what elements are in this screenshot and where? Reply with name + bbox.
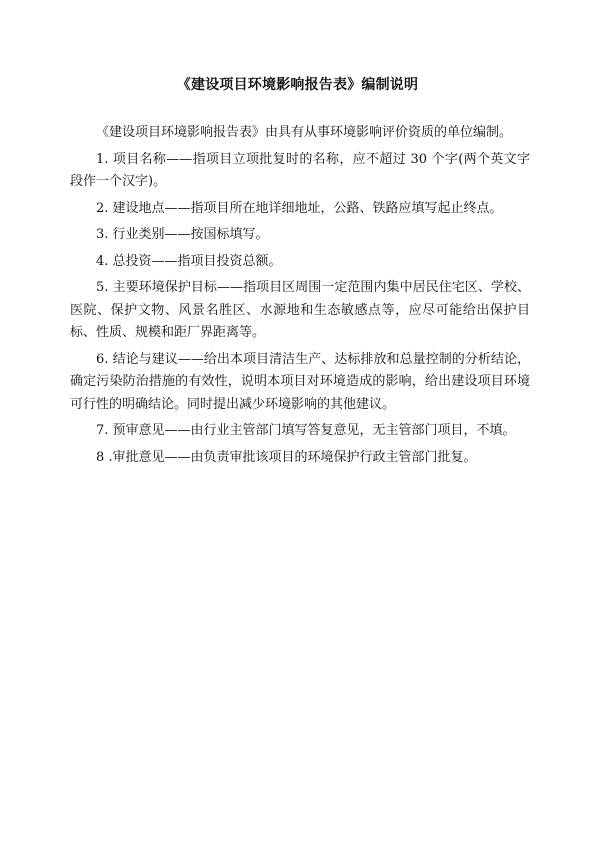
paragraph-item-8: 8 .审批意见——由负责审批该项目的环境保护行政主管部门批复。 xyxy=(96,449,477,465)
paragraph-item-1: 1. 项目名称——指项目立项批复时的名称，应不超过 30 个字(两个英文字段作一个汉字)。 xyxy=(70,151,530,189)
paragraph-item-5: 5. 主要环境保护目标——指项目区周围一定范围内集中居民住宅区、学校、医院、保护文物、风景名胜区、水源地和生态敏感点等，应尽可能给出保护目标、性质、规模和距厂界距离等。 xyxy=(70,280,530,340)
paragraph-item-7: 7. 预审意见——由行业主管部门填写答复意见，无主管部门项目，不填。 xyxy=(96,423,516,438)
paragraph-item-3: 3. 行业类别——按国标填写。 xyxy=(96,227,269,242)
paragraph-item-4: 4. 总投资——指项目投资总额。 xyxy=(96,253,282,269)
document-title: 《建设项目环境影响报告表》编制说明 xyxy=(176,77,419,93)
paragraph-item-6: 6. 结论与建议——给出本项目清洁生产、达标排放和总量控制的分析结论，确定污染防治措施的有效性，说明本项目对环境造成的影响，给出建设项目环境可行性的明确结论。同时提出减少环境影响的其他建议。 xyxy=(70,351,530,412)
paragraph-intro: 《建设项目环境影响报告表》由具有从事环境影响评价资质的单位编制。 xyxy=(96,125,513,140)
document-body xyxy=(70,122,530,473)
paragraph-item-2: 2. 建设地点——指项目所在地详细地址，公路、铁路应填写起止终点。 xyxy=(96,200,503,216)
